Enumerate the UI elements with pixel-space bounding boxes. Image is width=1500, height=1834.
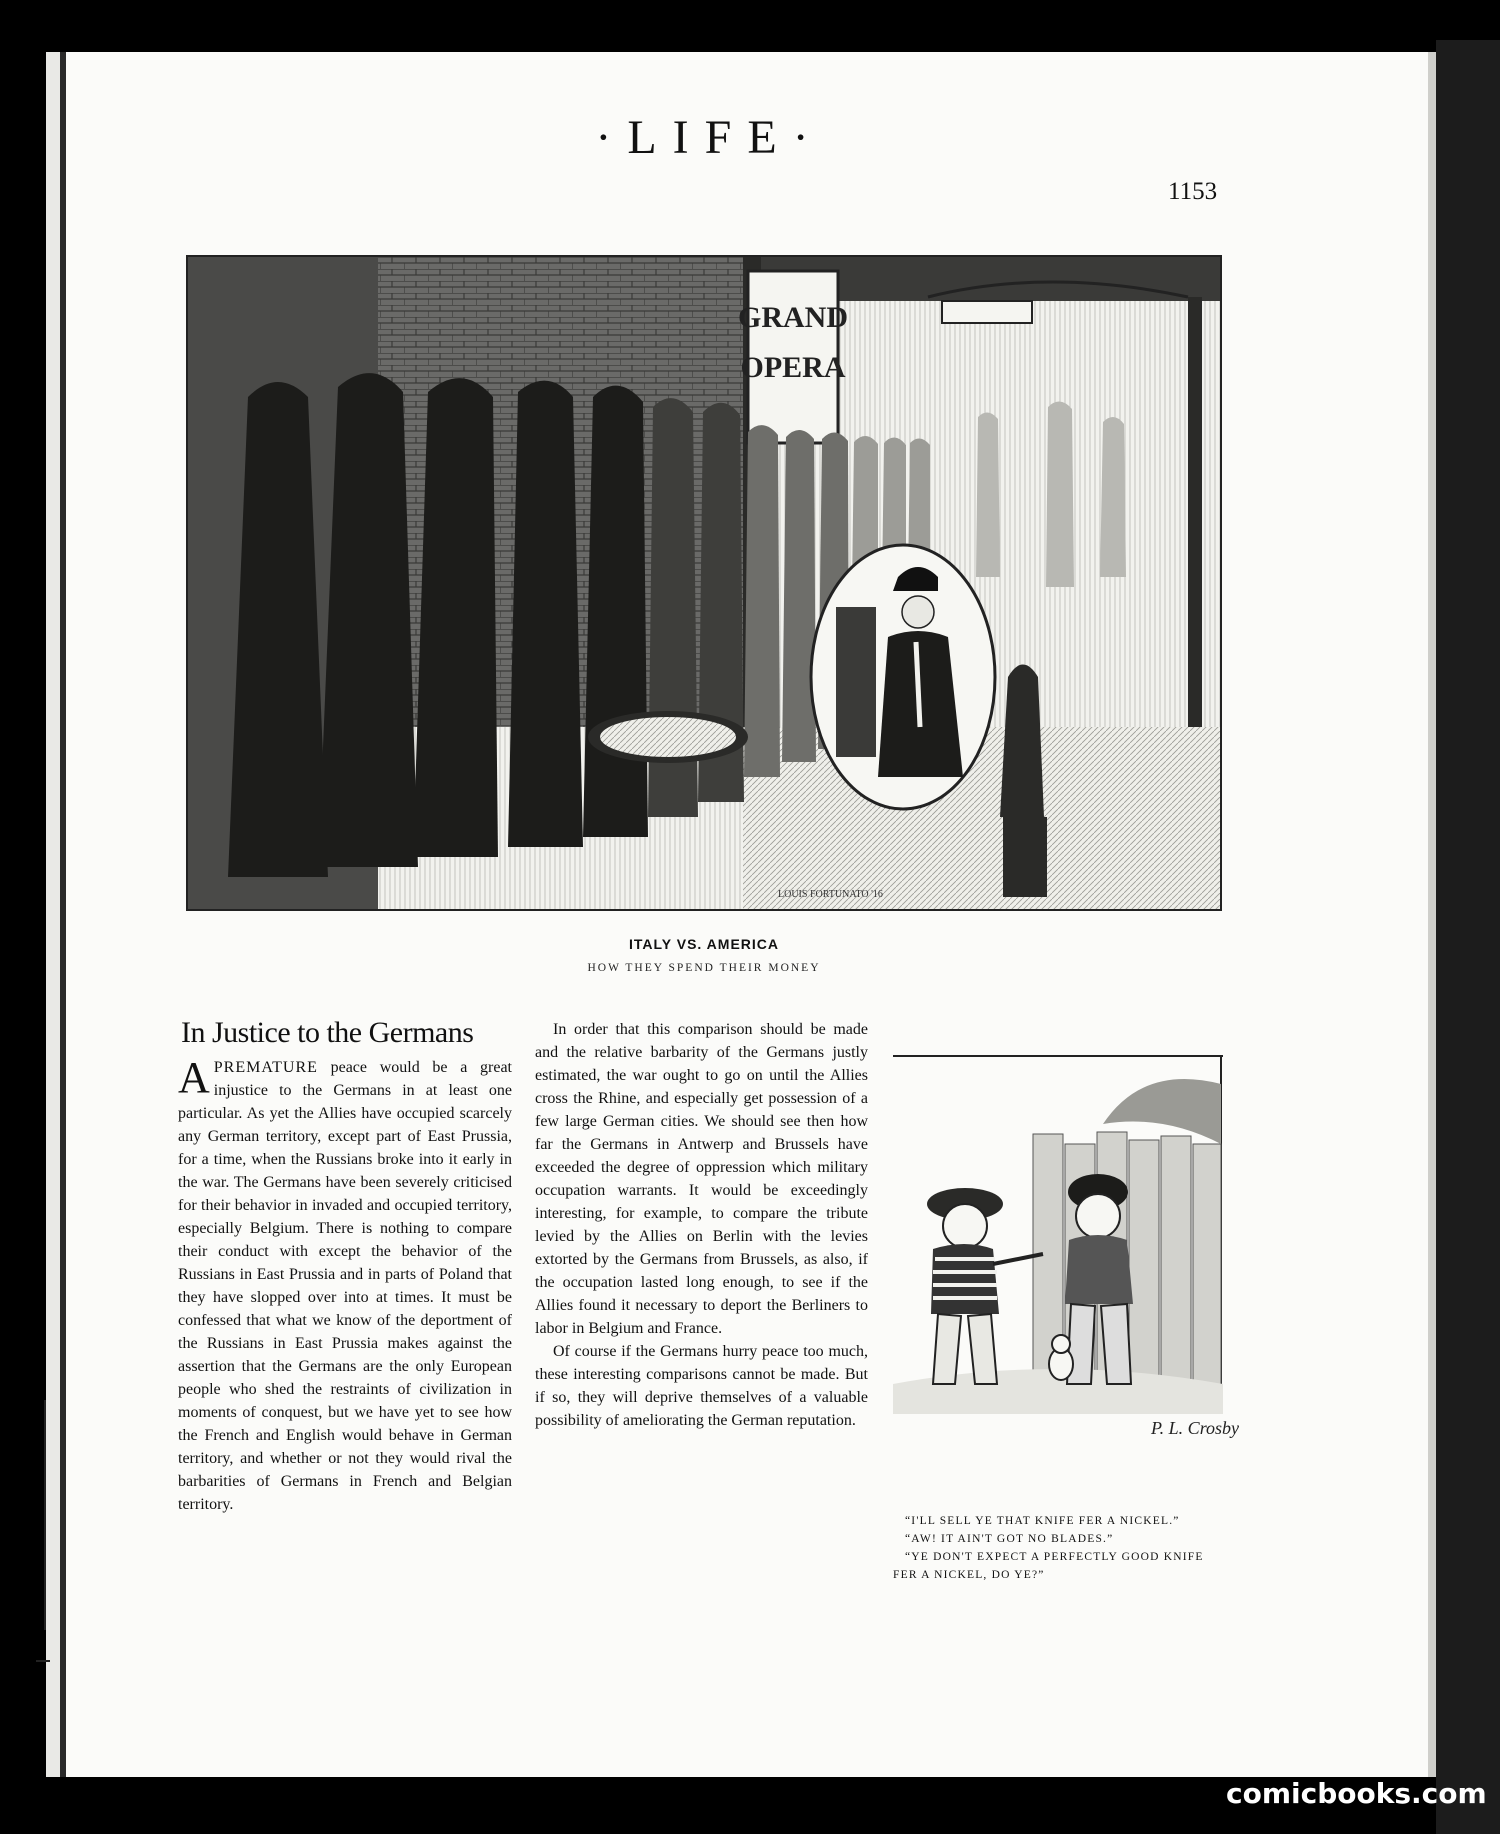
binding-shadow bbox=[60, 52, 66, 1777]
cartoon-signature: P. L. Crosby bbox=[1151, 1418, 1240, 1438]
lead-smallcaps: PREMATURE bbox=[213, 1059, 318, 1076]
caption-line-3: “YE DON'T EXPECT A PERFECTLY GOOD KNIFE FER A NICKEL, DO YE?” bbox=[893, 1551, 1204, 1581]
article-column-middle bbox=[535, 1018, 868, 1432]
article-headline: In Justice to the Germans bbox=[181, 1016, 474, 1049]
caption-line-1: “I'LL SELL YE THAT KNIFE FER A NICKEL.” bbox=[905, 1515, 1180, 1527]
boys-knife-cartoon bbox=[893, 1054, 1240, 1494]
paragraph-1-body: peace would be a great injustice to the Germans in at least one particular. As yet the Allies have occupied scarcely any German territory, except part of East Prussia, for a time, when the Russians broke into it early in the war. The Germans have been severely criticised for their behavior in invaded and occupied territory, especially Belgium. There is nothing to compare their conduct with except the behavior of the Russians in East Prussia and in parts of Poland that they have slopped over into at times. It must be confessed that what we know of the deportment of the Russians in East Prussia makes against the assertion that the Germans are the only European people who shed the restraints of civilization in moments of conquest, but we have yet to see how the French and English would behave in German territory, and whether or not they would rival the barbarities of Germans in French and Belgian territory. bbox=[178, 1059, 512, 1513]
masthead: ·LIFE· bbox=[595, 111, 825, 164]
caption-line-2: “AW! IT AIN'T GOT NO BLADES.” bbox=[905, 1533, 1114, 1545]
article-paragraph-1 bbox=[178, 1053, 512, 1516]
svg-text:GRAND: GRAND bbox=[738, 301, 848, 334]
binding-mark bbox=[36, 1660, 50, 1662]
watermark: comicbooks.com bbox=[1226, 1777, 1487, 1810]
cartoon-caption bbox=[893, 1512, 1223, 1584]
article-column-left bbox=[178, 1053, 512, 1516]
opera-queue-illustration bbox=[186, 255, 1222, 911]
article-paragraph-3: Of course if the Germans hurry peace too much, these interesting comparisons cannot be made. But if so, they will deprive themselves of a valuable possibility of ameliorating the German reputation. bbox=[535, 1343, 868, 1429]
scan-right-margin bbox=[1436, 40, 1500, 1834]
svg-text:OPERA: OPERA bbox=[740, 351, 846, 384]
page-right-edge bbox=[1428, 52, 1436, 1777]
article-paragraph-2: In order that this comparison should be made and the relative barbarity of the Germans justly estimated, the war ought to go on until the Allies cross the Rhine, and especially get possession of a few large German cities. We should see then how far the Germans in Antwerp and Brussels have exceeded the degree of oppression which military occupation warrants. It would be exceedingly interesting, for example, to compare the tribute levied by the Allies on Berlin with the levies extorted by the Germans from Brussels, as also, if the occupation lasted long enough, to see if the Allies found it necessary to deport the Berliners to labor in Belgium and France. bbox=[535, 1021, 868, 1337]
svg-text:LOUIS FORTUNATO '16: LOUIS FORTUNATO '16 bbox=[778, 889, 883, 900]
drop-cap: A bbox=[178, 1053, 210, 1102]
page-number: 1153 bbox=[1168, 178, 1218, 205]
illustration-subtitle: HOW THEY SPEND THEIR MONEY bbox=[587, 962, 821, 974]
binding-mark bbox=[44, 1400, 46, 1630]
illustration-title: ITALY VS. AMERICA bbox=[628, 936, 780, 952]
